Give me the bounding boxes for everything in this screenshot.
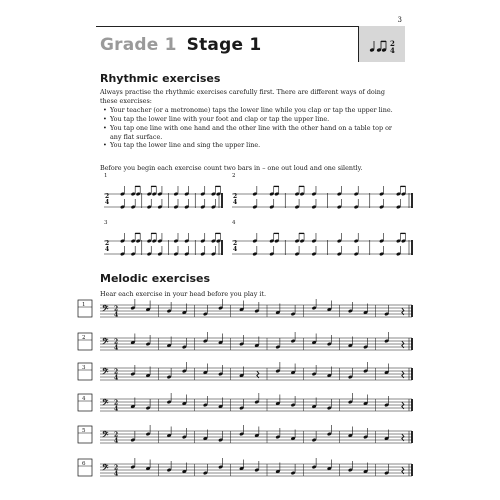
bass-clef-icon: 𝄢 xyxy=(102,431,109,442)
rhythm-exercise xyxy=(104,220,222,256)
time-sig-top: 2 xyxy=(233,193,238,200)
time-sig-bottom: 4 xyxy=(114,470,119,478)
melodic-intro: Hear each exercise in your head before you play it. xyxy=(100,290,266,298)
time-sig-bottom: 4 xyxy=(105,246,110,253)
exercise-number: 2 xyxy=(232,173,236,179)
exercise-number: 2 xyxy=(82,335,86,341)
bass-clef-icon: 𝄢 xyxy=(102,368,109,379)
time-sig-top: 2 xyxy=(233,240,238,247)
time-sig-top: 2 xyxy=(105,193,110,200)
time-sig-bottom: 4 xyxy=(105,199,110,206)
grade-label: Grade 1 xyxy=(100,35,177,55)
rhythmic-title: Rhythmic exercises xyxy=(100,72,221,85)
exercise-number: 4 xyxy=(232,220,236,226)
exercise-number: 3 xyxy=(82,365,86,371)
time-sig-bottom: 4 xyxy=(233,246,238,253)
melodic-title: Melodic exercises xyxy=(100,272,211,285)
exercise-number: 6 xyxy=(82,461,86,467)
page-number: 3 xyxy=(397,16,402,24)
time-sig-top: 2 xyxy=(390,39,395,48)
bullet-item: • You tap the lower line and sing the upper line. xyxy=(100,141,400,150)
melodic-exercise xyxy=(78,299,412,319)
melodic-exercise xyxy=(78,393,412,413)
bass-clef-icon: 𝄢 xyxy=(102,338,109,349)
count-in-note: Before you begin each exercise count two bars in – one out loud and one silently. xyxy=(100,164,363,172)
time-sig-bottom: 4 xyxy=(390,46,395,55)
bass-clef-icon: 𝄢 xyxy=(102,399,109,410)
time-sig-bottom: 4 xyxy=(233,199,238,206)
bullet-item: • Your teacher (or a metronome) taps the lower line while you clap or tap the upper line. xyxy=(100,106,400,115)
time-sig-top: 2 xyxy=(114,305,119,313)
bass-clef-icon: 𝄢 xyxy=(102,305,109,316)
exercise-number: 5 xyxy=(82,428,86,434)
time-sig-bottom: 4 xyxy=(114,405,119,413)
exercise-number: 3 xyxy=(104,220,108,226)
bass-clef-icon: 𝄢 xyxy=(102,464,109,475)
time-sig-bottom: 4 xyxy=(114,344,119,352)
time-sig-bottom: 4 xyxy=(114,437,119,445)
rhythm-exercise xyxy=(232,220,412,256)
rhythm-exercise xyxy=(104,173,222,209)
rhythmic-intro-text: Always practise the rhythmic exercises carefully first. There are different ways of doing these exercises: xyxy=(100,88,386,105)
time-sig-top: 2 xyxy=(105,240,110,247)
exercise-number: 4 xyxy=(82,396,86,402)
melodic-exercise xyxy=(78,425,412,445)
time-sig-top: 2 xyxy=(114,338,119,346)
time-sig-top: 2 xyxy=(114,431,119,439)
bullet-item: • You tap the lower line with your foot and clap or tap the upper line. xyxy=(100,115,400,124)
exercise-number: 1 xyxy=(104,173,108,179)
time-sig-top: 2 xyxy=(114,464,119,472)
stage-label: Stage 1 xyxy=(186,35,262,55)
melodic-exercise xyxy=(78,362,412,382)
time-sig-top: 2 xyxy=(114,368,119,376)
melodic-exercise xyxy=(78,458,412,478)
melodic-exercise xyxy=(78,332,412,352)
bullet-item: • You tap one line with one hand and the other line with the other hand on a table top or any flat surface. xyxy=(100,124,400,142)
time-sig-bottom: 4 xyxy=(114,374,119,382)
rhythm-exercise xyxy=(232,173,412,209)
exercise-number: 1 xyxy=(82,302,86,308)
time-sig-top: 2 xyxy=(114,399,119,407)
time-sig-bottom: 4 xyxy=(114,311,119,319)
